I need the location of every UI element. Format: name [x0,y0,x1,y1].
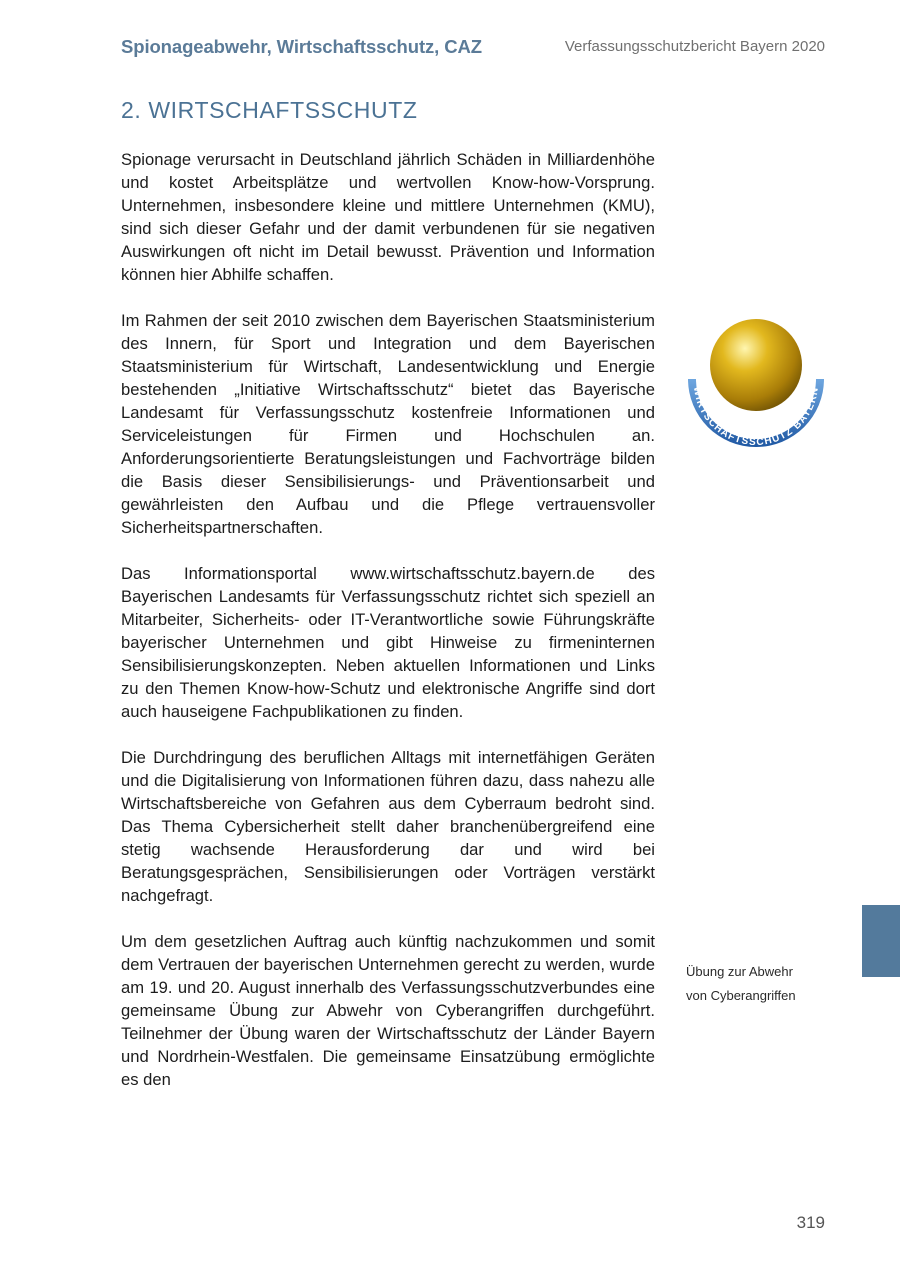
margin-note [686,960,826,1008]
paragraph: Im Rahmen der seit 2010 zwischen dem Bayerischen Staatsministerium des Innern, für Sport und Integration und dem Bayerischen Staatsministerium für Wirtschaft, Landesentwicklung und Energie bestehenden „Initiative Wirtschaftsschutz“ bietet das Bayerische Landesamt für Verfassungsschutz kostenfreie Informationen und Serviceleistungen für Firmen und Hochschulen an. Anforderungsorientierte Beratungsleistungen und Fachvorträge bilden die Basis dieser Sensibilisierungs- und Präventionsarbeit und gewährleisten den Aufbau und die Pflege vertrauensvoller Sicherheitspartnerschaften. [121,311,655,537]
paragraph: Spionage verursacht in Deutschland jährlich Schäden in Milliardenhöhe und kostet Arbeitsplätze und wertvollen Know-how-Vorsprung. Unternehmen, insbesondere kleine und mittlere Unternehmen (KMU), sind sich dieser Gefahr und der damit verbundenen für sie negativen Auswirkungen oft nicht im Detail bewusst. Prävention und Information können hier Abhilfe schaffen. [121,150,655,284]
page-number: 319 [796,1213,825,1232]
paragraph: Die Durchdringung des beruflichen Alltags mit internetfähigen Geräten und die Digitalisierung von Informationen führen dazu, dass nahezu alle Wirtschaftsbereiche von Gefahren aus dem Cyberraum bedroht sind. Das Thema Cybersicherheit stellt daher branchenübergreifend eine stetig wachsende Herausforderung dar und wird bei Beratungsgesprächen, Sensibilisierungen oder Vorträgen verstärkt nachgefragt. [121,748,655,905]
body-text [121,148,655,1114]
running-head-publication: Verfassungsschutzbericht Bayern 2020 [564,38,825,55]
margin-note-line: von Cyberangriffen [686,988,796,1003]
logo-sphere [710,319,802,411]
wirtschaftsschutz-logo [682,313,830,453]
paragraph: Um dem gesetzlichen Auftrag auch künftig nachzukommen und somit dem Vertrauen der bayerischen Unternehmen gerecht zu werden, wurde am 19. und 20. August innerhalb des Verfassungsschutzverbundes eine gemeinsame Übung zur Abwehr von Cyberangriffen durchgeführt. Teilnehmer der Übung waren der Wirtschaftsschutz der Länder Bayern und Nordrhein-Westfalen. Die gemeinsame Einsatzübung ermöglichte es den [121,932,655,1089]
paragraph: Das Informationsportal www.wirtschaftsschutz.bayern.de des Bayerischen Landesamts für Verfassungsschutz richtet sich speziell an Mitarbeiter, Sicherheits- oder IT-Verantwortliche sowie Führungskräfte bayerischer Unternehmen und gibt Hinweise zu firmeninternen Sensibilisierungskonzepten. Neben aktuellen Informationen und Links zu den Themen Know-how-Schutz und elektronische Angriffe sind dort auch hauseigene Fachpublikationen zu finden. [121,564,655,721]
svg-text:WIRTSCHAFTSSCHUTZ BAYERN: WIRTSCHAFTSSCHUTZ BAYERN [690,385,821,449]
margin-note-line: Übung zur Abwehr [686,964,793,979]
running-head-chapter: Spionageabwehr, Wirtschaftsschutz, CAZ [121,36,482,57]
section-title: 2. WIRTSCHAFTSSCHUTZ [121,97,418,123]
chapter-thumb-tab [862,905,900,977]
